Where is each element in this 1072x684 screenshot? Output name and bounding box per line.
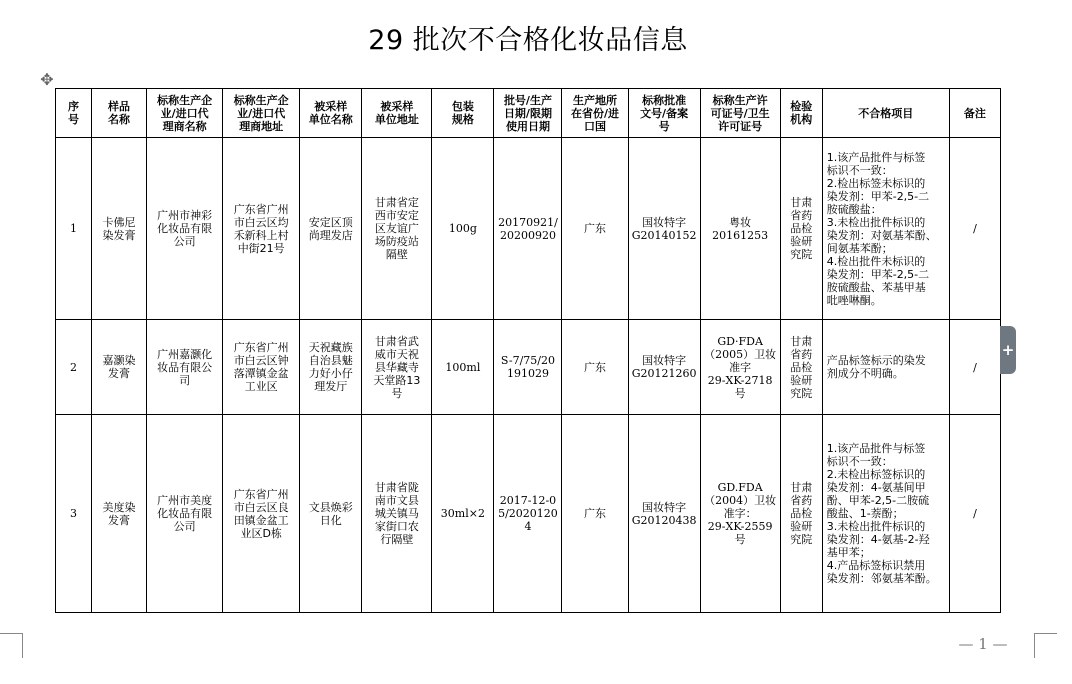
document-title: 29 批次不合格化妆品信息	[368, 25, 688, 56]
cell-sampled-address: 甘肃省武 威市天祝 县华藏寺 天堂路13 号	[362, 320, 432, 415]
move-cross-icon[interactable]: ✥	[40, 70, 54, 89]
cell-approval: 国妆特字 G20140152	[628, 138, 700, 320]
cell-license: GD.FDA （2004）卫妆 准字： 29-XK-2559 号	[700, 415, 780, 613]
cell-sampled-unit: 文县焕彩 日化	[300, 415, 362, 613]
header-failure: 不合格项目	[822, 89, 949, 138]
cell-sampled-address: 甘肃省定 西市安定 区友谊广 场防疫站 隔壁	[362, 138, 432, 320]
header-sampled-unit: 被采样 单位名称	[300, 89, 362, 138]
cell-failure: 产品标签标示的染发 剂成分不明确。	[822, 320, 949, 415]
header-agency: 检验 机构	[780, 89, 822, 138]
header-row	[56, 89, 1001, 138]
cell-sample-name: 美度染 发膏	[92, 415, 147, 613]
cell-agency: 甘肃 省药 品检 验研 究院	[780, 320, 822, 415]
header-license: 标称生产许 可证号/卫生 许可证号	[700, 89, 780, 138]
cell-company: 广州市美度 化妆品有限 公司	[147, 415, 223, 613]
cell-company-address: 广东省广州 市白云区良 田镇金盆工 业区D栋	[223, 415, 300, 613]
cell-no: 1	[56, 138, 92, 320]
header-batch: 批号/生产 日期/限期 使用日期	[494, 89, 562, 138]
cell-sampled-unit: 天祝藏族 自治县魅 力好小仔 理发厅	[300, 320, 362, 415]
table-row	[56, 415, 1001, 613]
cell-remark: /	[949, 138, 1000, 320]
cell-remark: /	[949, 415, 1000, 613]
cell-sample-name: 卡佛尼 染发膏	[92, 138, 147, 320]
cell-company: 广州市神彩 化妆品有限 公司	[147, 138, 223, 320]
cell-agency: 甘肃 省药 品检 验研 究院	[780, 415, 822, 613]
cell-company-address: 广东省广州 市白云区均 禾新科上村 中街21号	[223, 138, 300, 320]
cell-spec: 100ml	[432, 320, 494, 415]
plus-icon[interactable]: +	[1000, 326, 1016, 374]
cell-approval: 国妆特字 G20121260	[628, 320, 700, 415]
cell-remark: /	[949, 320, 1000, 415]
table-row	[56, 138, 1001, 320]
page-corner-mark-left	[0, 633, 23, 658]
cell-no: 2	[56, 320, 92, 415]
header-spec: 包装 规格	[432, 89, 494, 138]
page-corner-mark-right	[1034, 633, 1057, 658]
header-company-address: 标称生产企 业/进口代 理商地址	[223, 89, 300, 138]
cell-province: 广东	[562, 138, 628, 320]
unqualified-cosmetics-table	[55, 88, 1001, 613]
header-sample-name: 样品 名称	[92, 89, 147, 138]
table-row	[56, 320, 1001, 415]
cell-license: 粤妆 20161253	[700, 138, 780, 320]
cell-agency: 甘肃 省药 品检 验研 究院	[780, 138, 822, 320]
cell-province: 广东	[562, 320, 628, 415]
cell-sampled-address: 甘肃省陇 南市文县 城关镇马 家街口农 行隔壁	[362, 415, 432, 613]
cell-failure: 1.该产品批件与标签 标识不一致： 2.检出标签未标识的 染发剂：甲苯-2,5-二 胺硫酸盐： 3.未检出批件标识的 染发剂：对氨基苯酚、 间氨基苯酚； 4.检出批件未标识的 染发剂：甲苯-2,5-二 胺硫酸盐、苯基甲基 吡唑啉酮。	[822, 138, 949, 320]
cell-province: 广东	[562, 415, 628, 613]
header-sampled-address: 被采样 单位地址	[362, 89, 432, 138]
cell-spec: 100g	[432, 138, 494, 320]
cell-spec: 30ml×2	[432, 415, 494, 613]
cell-approval: 国妆特字 G20120438	[628, 415, 700, 613]
header-company: 标称生产企 业/进口代 理商名称	[147, 89, 223, 138]
page-number: — 1 —	[958, 635, 1008, 653]
header-approval: 标称批准 文号/备案 号	[628, 89, 700, 138]
header-province: 生产地所 在省份/进 口国	[562, 89, 628, 138]
cell-company: 广州嘉灏化 妆品有限公 司	[147, 320, 223, 415]
header-remark: 备注	[949, 89, 1000, 138]
cell-batch: 2017-12-0 5/2020120 4	[494, 415, 562, 613]
cell-license: GD·FDA （2005）卫妆 准字 29-XK-2718 号	[700, 320, 780, 415]
cell-no: 3	[56, 415, 92, 613]
cell-sampled-unit: 安定区顶 尚理发店	[300, 138, 362, 320]
cell-failure: 1.该产品批件与标签 标识不一致： 2.未检出标签标识的 染发剂：4-氨基间甲 酚、甲苯-2,5-二胺硫 酸盐、1-萘酚； 3.未检出批件标识的 染发剂：4-氨基-2-羟 基甲苯； 4.产品标签标识禁用 染发剂：邻氨基苯酚。	[822, 415, 949, 613]
cell-batch: 20170921/ 20200920	[494, 138, 562, 320]
cell-batch: S-7/75/20 191029	[494, 320, 562, 415]
cell-company-address: 广东省广州 市白云区钟 落潭镇金盆 工业区	[223, 320, 300, 415]
header-no: 序 号	[56, 89, 92, 138]
cell-sample-name: 嘉灏染 发膏	[92, 320, 147, 415]
